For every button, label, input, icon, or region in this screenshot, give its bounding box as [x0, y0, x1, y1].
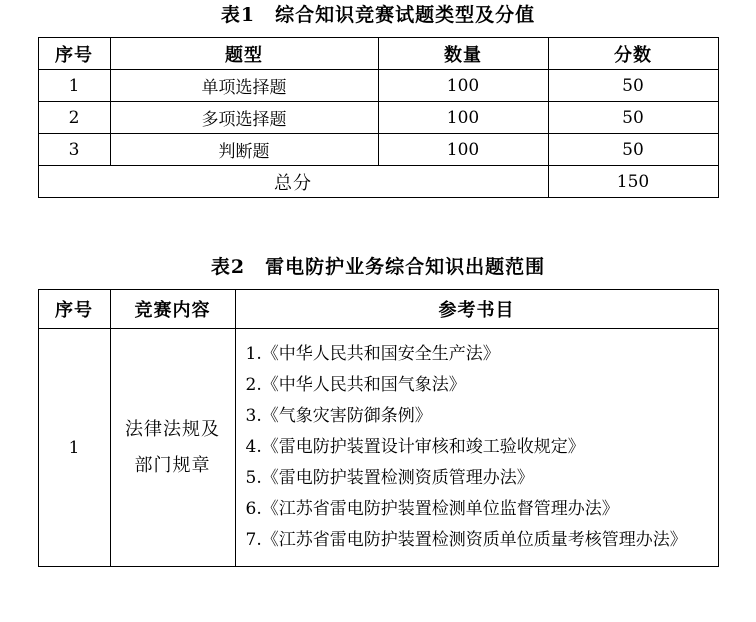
table-2-row-0-content-line2: 部门规章 — [134, 454, 211, 476]
table-2-header-row — [38, 290, 718, 329]
table-1-header-type: 题型 — [110, 38, 378, 70]
table-2-header-books: 参考书目 — [235, 290, 718, 329]
book-item: 5.《雷电防护装置检测资质管理办法》 — [245, 468, 534, 488]
table-1-row-2-qty: 100 — [378, 134, 548, 166]
table-1-row-0-qty: 100 — [378, 70, 548, 102]
table-1-header-score: 分数 — [548, 38, 718, 70]
table-1-header-no: 序号 — [38, 38, 110, 70]
table-2-row-0-content-line1: 法律法规及 — [125, 418, 220, 440]
table-1-caption — [0, 0, 756, 27]
book-item: 4.《雷电防护装置设计审核和竣工验收规定》 — [245, 437, 585, 457]
table-row — [38, 134, 718, 166]
table-1-block — [0, 0, 756, 198]
table-1-row-1-type: 多项选择题 — [110, 102, 378, 134]
table-2-caption — [0, 252, 756, 279]
table-1-total-row — [38, 166, 718, 198]
table-2-row-0-content — [110, 329, 235, 567]
book-item: 1.《中华人民共和国安全生产法》 — [245, 344, 500, 364]
table-1-caption-number: 1 — [240, 4, 258, 26]
table-1-row-0-type: 单项选择题 — [110, 70, 378, 102]
book-item: 2.《中华人民共和国气象法》 — [245, 375, 466, 395]
table-1-total-score: 150 — [548, 166, 718, 198]
table-1-caption-label: 表 — [220, 4, 241, 26]
table-2-block — [0, 252, 756, 567]
table-1-row-2-type: 判断题 — [110, 134, 378, 166]
table-1-caption-title: 综合知识竞赛试题类型及分值 — [275, 4, 536, 26]
table-1-row-2-score: 50 — [548, 134, 718, 166]
book-item: 7.《江苏省雷电防护装置检测资质单位质量考核管理办法》 — [245, 530, 687, 550]
table-1-header-qty: 数量 — [378, 38, 548, 70]
table-1-total-label: 总分 — [38, 166, 548, 198]
table-2 — [38, 289, 719, 567]
table-1 — [38, 37, 719, 198]
table-2-caption-number: 2 — [230, 256, 248, 278]
table-1-row-1-score: 50 — [548, 102, 718, 134]
table-2-header-content: 竞赛内容 — [110, 290, 235, 329]
table-1-row-0-score: 50 — [548, 70, 718, 102]
table-row — [38, 329, 718, 567]
table-2-caption-title: 雷电防护业务综合知识出题范围 — [265, 256, 546, 278]
book-item: 3.《气象灾害防御条例》 — [245, 406, 432, 426]
table-2-row-0-books — [235, 329, 718, 567]
table-1-row-0-no: 1 — [38, 70, 110, 102]
table-row — [38, 70, 718, 102]
table-row — [38, 102, 718, 134]
table-1-row-1-qty: 100 — [378, 102, 548, 134]
table-2-row-0-no: 1 — [38, 329, 110, 567]
table-1-header-row — [38, 38, 718, 70]
table-2-caption-label: 表 — [210, 256, 231, 278]
table-2-header-no: 序号 — [38, 290, 110, 329]
book-item: 6.《江苏省雷电防护装置检测单位监督管理办法》 — [245, 499, 619, 519]
table-1-row-2-no: 3 — [38, 134, 110, 166]
table-1-row-1-no: 2 — [38, 102, 110, 134]
